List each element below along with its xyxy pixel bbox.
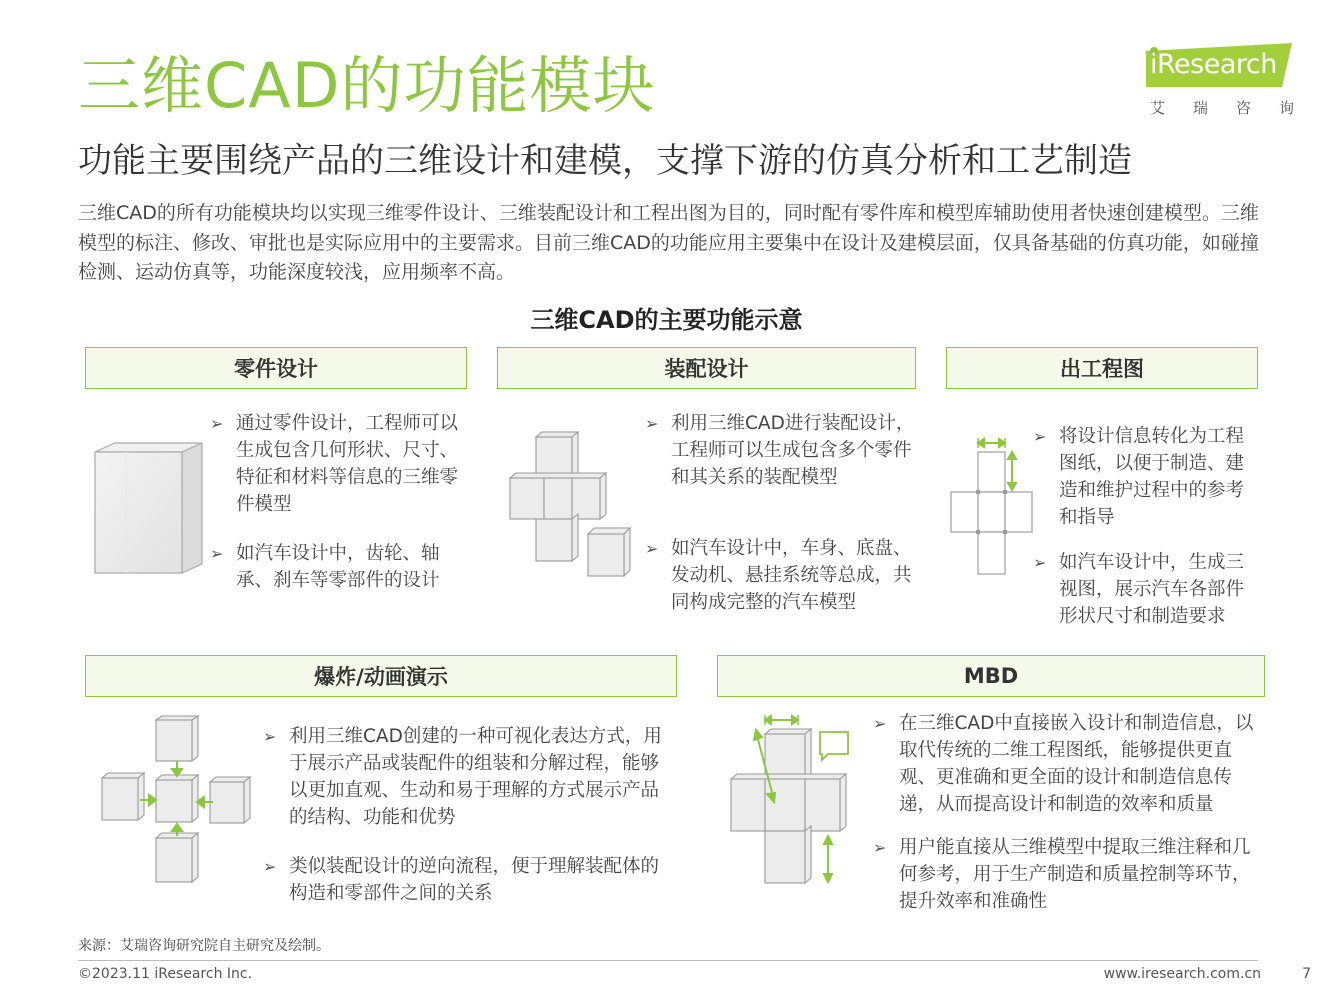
module-exploded-view-heading: 爆炸/动画演示 bbox=[85, 655, 677, 697]
page-number: 7 bbox=[1302, 966, 1311, 982]
bullet-item: ➢ 将设计信息转化为工程图纸，以便于制造、建造和维护过程中的参考和指导 bbox=[1033, 423, 1261, 531]
website-link[interactable]: www.iresearch.com.cn bbox=[1103, 966, 1261, 982]
bullet-item: ➢ 如汽车设计中，车身、底盘、发动机、悬挂系统等总成，共同构成完整的汽车模型 bbox=[645, 535, 915, 616]
iresearch-logo[interactable] bbox=[1146, 43, 1296, 119]
module-exploded-view-bullets bbox=[263, 723, 675, 907]
module-part-design-heading: 零件设计 bbox=[85, 347, 467, 389]
logo-text: iResearch bbox=[1150, 49, 1277, 80]
bullet-item: ➢ 用户能直接从三维模型中提取三维注释和几何参考，用于生产制造和质量控制等环节，提升效率和准确性 bbox=[873, 834, 1268, 915]
diagram-title: 三维CAD的主要功能示意 bbox=[530, 306, 803, 334]
module-assembly-design-heading: 装配设计 bbox=[497, 347, 916, 389]
cube-assembly-icon bbox=[508, 430, 636, 582]
logo-char: 询 bbox=[1278, 99, 1294, 117]
module-engineering-drawing-bullets bbox=[1033, 423, 1261, 630]
mbd-annotated-model-icon bbox=[728, 712, 856, 892]
exploded-view-icon bbox=[100, 714, 252, 890]
module-part-design-bullets bbox=[210, 410, 465, 594]
page-title: 三维CAD的功能模块 bbox=[78, 49, 656, 122]
module-assembly-design-bullets bbox=[645, 410, 915, 616]
bullet-item: ➢ 通过零件设计，工程师可以生成包含几何形状、尺寸、特征和材料等信息的三维零件模型 bbox=[210, 410, 465, 518]
bullet-item: ➢ 利用三维CAD进行装配设计，工程师可以生成包含多个零件和其关系的装配模型 bbox=[645, 410, 915, 491]
logo-char: 瑞 bbox=[1192, 99, 1208, 117]
copyright: ©2023.11 iResearch Inc. bbox=[78, 966, 253, 982]
logo-chinese bbox=[1148, 97, 1296, 118]
single-cube-icon bbox=[90, 440, 210, 582]
bullet-item: ➢ 如汽车设计中，生成三视图，展示汽车各部件形状尺寸和制造要求 bbox=[1033, 549, 1261, 630]
module-engineering-drawing-heading: 出工程图 bbox=[946, 347, 1258, 389]
module-mbd-bullets bbox=[873, 710, 1268, 915]
engineering-drawing-icon bbox=[948, 434, 1038, 583]
bullet-item: ➢ 类似装配设计的逆向流程，便于理解装配体的构造和零部件之间的关系 bbox=[263, 853, 675, 907]
bullet-item: ➢ 如汽车设计中，齿轮、轴承、刹车等零部件的设计 bbox=[210, 540, 465, 594]
intro-paragraph: 三维CAD的所有功能模块均以实现三维零件设计、三维装配设计和工程出图为目的，同时配有零件库和模型库辅助使用者快速创建模型。三维模型的标注、修改、审批也是实际应用中的主要需求。目前三维CAD的功能应用主要集中在设计及建模层面，仅具备基础的仿真功能，如碰撞检测、运动仿真等，功能深度较浅，应用频率不高。 bbox=[78, 202, 1259, 283]
module-mbd-heading: MBD bbox=[717, 655, 1265, 697]
source-note: 来源：艾瑞咨询研究院自主研究及绘制。 bbox=[78, 938, 330, 954]
bullet-item: ➢ 利用三维CAD创建的一种可视化表达方式，用于展示产品或装配件的组装和分解过程，能够以更加直观、生动和易于理解的方式展示产品的结构、功能和优势 bbox=[263, 723, 675, 831]
footer-divider bbox=[78, 960, 1258, 961]
bullet-item: ➢ 在三维CAD中直接嵌入设计和制造信息，以取代传统的二维工程图纸，能够提供更直观、更准确和更全面的设计和制造信息传递，从而提高设计和制造的效率和质量 bbox=[873, 710, 1268, 818]
page-subtitle: 功能主要围绕产品的三维设计和建模，支撑下游的仿真分析和工艺制造 bbox=[78, 141, 1132, 181]
logo-char: 艾 bbox=[1150, 99, 1166, 117]
logo-char: 咨 bbox=[1235, 99, 1251, 117]
